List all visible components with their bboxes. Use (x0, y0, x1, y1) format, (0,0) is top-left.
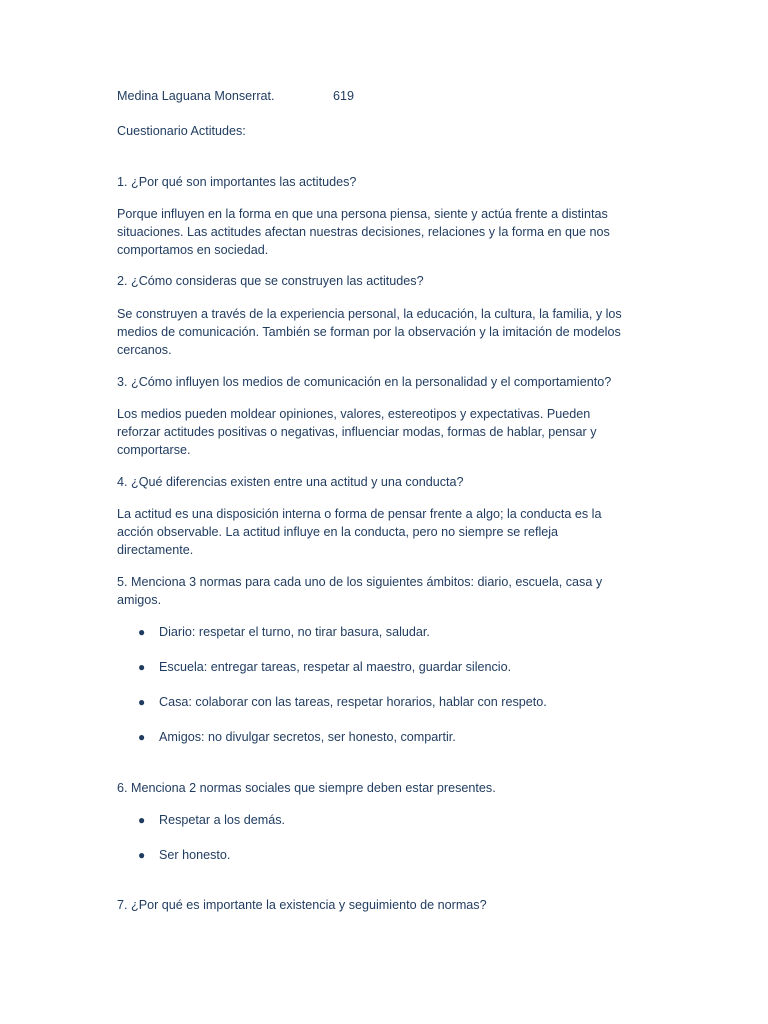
answer-line: La actitud es una disposición interna o forma de pensar frente a algo; la conducta es la (117, 507, 602, 521)
answer-line: reforzar actitudes positivas o negativas, influenciar modas, formas de hablar, pensar y (117, 425, 597, 439)
answer-1 (117, 205, 647, 259)
answer-line: Los medios pueden moldear opiniones, valores, estereotipos y expectativas. Pueden (117, 407, 591, 421)
answer-3 (117, 405, 647, 459)
answer-2 (117, 305, 647, 359)
list-item-text: Escuela: entregar tareas, respetar al maestro, guardar silencio. (159, 660, 512, 674)
question-3: 3. ¿Cómo influyen los medios de comunicación en la personalidad y el comportamiento? (117, 375, 612, 389)
answer-line: Se construyen a través de la experiencia personal, la educación, la cultura, la familia, y los (117, 307, 622, 321)
question-7: 7. ¿Por qué es importante la existencia y seguimiento de normas? (117, 898, 487, 912)
question-1: 1. ¿Por qué son importantes las actitudes? (117, 175, 357, 189)
question-4: 4. ¿Qué diferencias existen entre una actitud y una conducta? (117, 475, 464, 489)
answer-line: comportarse. (117, 443, 191, 457)
answer-line: Porque influyen en la forma en que una persona piensa, siente y actúa frente a distintas (117, 207, 608, 221)
bullet-icon: ● (138, 625, 146, 639)
answer-line: situaciones. Las actitudes afectan nuestras decisiones, relaciones y la forma en que nos (117, 225, 610, 239)
question-line: 5. Menciona 3 normas para cada uno de los siguientes ámbitos: diario, escuela, casa y (117, 575, 603, 589)
answer-line: directamente. (117, 543, 194, 557)
answer-4 (117, 505, 647, 559)
question-2: 2. ¿Cómo consideras que se construyen las actitudes? (117, 274, 424, 288)
answer-line: medios de comunicación. También se forman por la observación y la imitación de modelos (117, 325, 621, 339)
list-item-text: Diario: respetar el turno, no tirar basura, saludar. (159, 625, 430, 639)
list-item-text: Ser honesto. (159, 848, 231, 862)
group-number: 619 (333, 89, 355, 103)
list-item-text: Amigos: no divulgar secretos, ser honesto, compartir. (159, 730, 456, 744)
list-item-text: Casa: colaborar con las tareas, respetar horarios, hablar con respeto. (159, 695, 547, 709)
question-line: amigos. (117, 593, 162, 607)
bullet-icon: ● (138, 730, 146, 744)
question-5 (117, 573, 647, 609)
question-6: 6. Menciona 2 normas sociales que siempre deben estar presentes. (117, 781, 496, 795)
bullet-icon: ● (138, 660, 146, 674)
document-title: Cuestionario Actitudes: (117, 124, 246, 138)
bullet-icon: ● (138, 695, 146, 709)
answer-line: cercanos. (117, 343, 172, 357)
bullet-icon: ● (138, 813, 146, 827)
list-item-text: Respetar a los demás. (159, 813, 285, 827)
header-line (117, 87, 275, 105)
answer-line: acción observable. La actitud influye en la conducta, pero no siempre se refleja (117, 525, 559, 539)
answer-line: comportamos en sociedad. (117, 243, 269, 257)
student-name: Medina Laguana Monserrat. (117, 89, 275, 103)
bullet-icon: ● (138, 848, 146, 862)
